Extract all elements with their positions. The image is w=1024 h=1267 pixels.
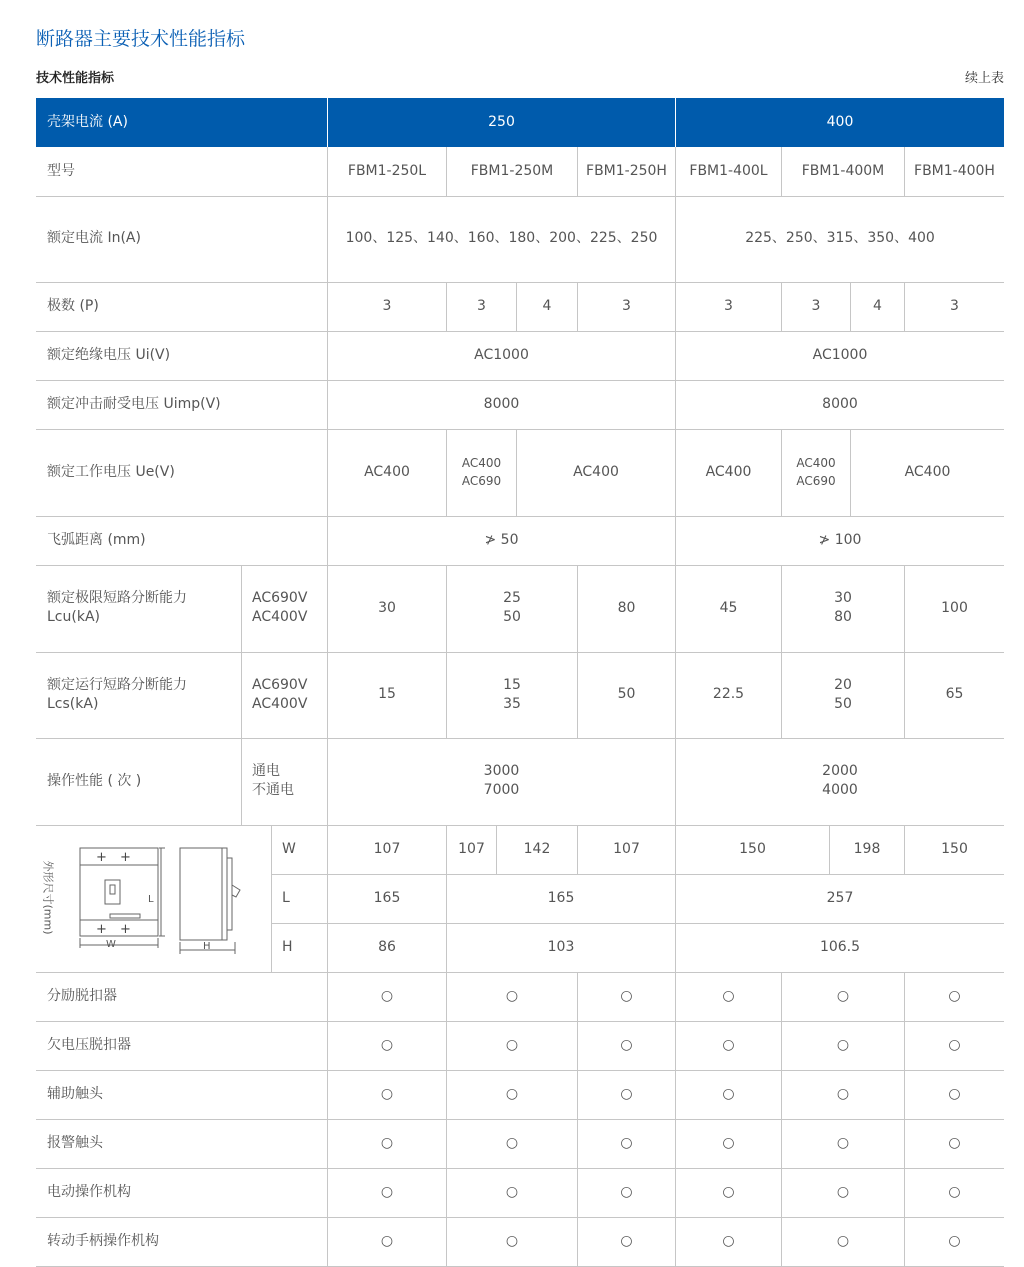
working-voltage-value: AC400 — [573, 464, 619, 480]
impulse-voltage-400: 8000 — [822, 396, 858, 412]
lcu-value: 30 — [378, 600, 396, 616]
working-voltage-value: AC400 — [461, 456, 502, 470]
accessory-mark: ○ — [505, 1184, 519, 1200]
dimension-l-label: L — [282, 890, 290, 906]
accessory-label: 辅助触头 — [47, 1086, 103, 1102]
dimension-w-value: 107 — [458, 841, 485, 857]
insulation-voltage-label: 额定绝缘电压 Ui(V) — [47, 347, 171, 363]
accessory-mark: ○ — [505, 1037, 519, 1053]
accessory-mark: ○ — [948, 1233, 961, 1249]
poles-value: 4 — [542, 298, 552, 314]
frame-current-label: 壳架电流 (A) — [47, 114, 128, 130]
operation-250: 3000 — [483, 763, 520, 779]
dimension-w-value: 150 — [739, 841, 766, 857]
accessory-mark: ○ — [380, 1184, 394, 1200]
accessory-label: 分励脱扣器 — [47, 988, 117, 1004]
lcs-value: 22.5 — [712, 686, 745, 702]
accessory-mark: ○ — [505, 988, 519, 1004]
lcs-value: 15 — [503, 677, 521, 693]
lcs-value: 15 — [378, 686, 396, 702]
operation-state: 不通电 — [252, 782, 294, 798]
lcs-value: 20 — [834, 677, 852, 693]
accessory-mark: ○ — [505, 1135, 519, 1151]
working-voltage-value: AC690 — [796, 474, 836, 488]
accessory-mark: ○ — [722, 1037, 735, 1053]
lcs-voltage: AC690V — [252, 677, 308, 693]
table-subtitle: 技术性能指标 — [36, 71, 115, 86]
lcu-voltage: AC400V — [252, 609, 308, 625]
insulation-voltage-400: AC1000 — [812, 347, 868, 363]
accessory-mark: ○ — [722, 1086, 735, 1102]
working-voltage-value: AC400 — [796, 456, 836, 470]
working-voltage-value: AC400 — [904, 464, 951, 480]
poles-value: 3 — [811, 298, 821, 314]
dimension-h-label: H — [282, 939, 293, 955]
accessory-mark: ○ — [620, 1233, 633, 1249]
accessory-mark: ○ — [836, 1233, 850, 1249]
svg-text:+: + — [120, 850, 131, 865]
working-voltage-value: AC400 — [705, 464, 752, 480]
breaker-outline-diagram — [40, 830, 270, 970]
lcu-value: 80 — [617, 600, 636, 616]
lcu-value: 80 — [834, 609, 852, 625]
dimension-l-value: 165 — [547, 890, 575, 906]
continued-note: 续上表 — [964, 71, 1004, 86]
model-label: 型号 — [47, 163, 75, 179]
working-voltage-value: AC400 — [364, 464, 410, 480]
impulse-voltage-label: 额定冲击耐受电压 Uimp(V) — [47, 396, 221, 412]
lcu-label-unit: Lcu(kA) — [47, 609, 100, 625]
lcu-value: 100 — [941, 600, 968, 616]
accessory-label: 报警触头 — [47, 1135, 103, 1151]
dimension-w-value: 198 — [853, 841, 881, 857]
svg-text:+: + — [120, 922, 131, 937]
poles-value: 3 — [382, 298, 392, 314]
lcu-value: 45 — [719, 600, 738, 616]
poles-value: 3 — [477, 298, 486, 314]
dimension-w-value: 142 — [523, 841, 551, 857]
dimension-h-value: 106.5 — [819, 939, 861, 955]
lcs-value: 50 — [834, 696, 852, 712]
accessory-mark: ○ — [380, 1037, 394, 1053]
accessory-mark: ○ — [948, 1135, 961, 1151]
dimension-l-value: 257 — [826, 890, 854, 906]
operation-400: 2000 — [822, 763, 858, 779]
model-250h: FBM1-250H — [586, 163, 667, 179]
model-400h: FBM1-400H — [914, 163, 995, 179]
accessory-mark: ○ — [948, 1037, 961, 1053]
operation-400: 4000 — [822, 782, 858, 798]
dimensions-caption: 外形尺寸(mm) — [41, 860, 55, 935]
lcs-label: 额定运行短路分断能力 — [47, 677, 187, 693]
model-250m: FBM1-250M — [470, 163, 554, 179]
accessory-mark: ○ — [836, 1086, 850, 1102]
accessory-mark: ○ — [380, 1086, 394, 1102]
impulse-voltage-250: 8000 — [483, 396, 520, 412]
dimension-h-value: 86 — [378, 939, 396, 955]
accessory-mark: ○ — [722, 1184, 735, 1200]
accessory-mark: ○ — [380, 1135, 394, 1151]
arc-distance-400: ≯ 100 — [818, 532, 862, 548]
model-250l: FBM1-250L — [347, 163, 427, 179]
accessory-mark: ○ — [380, 1233, 394, 1249]
accessory-mark: ○ — [722, 988, 735, 1004]
dimension-w-label: W — [282, 841, 296, 857]
accessory-mark: ○ — [620, 1135, 633, 1151]
accessory-mark: ○ — [722, 1233, 735, 1249]
accessory-mark: ○ — [836, 1037, 850, 1053]
diagram-h-label: H — [203, 941, 211, 952]
frame-250-header: 250 — [488, 114, 515, 130]
accessory-mark: ○ — [380, 988, 394, 1004]
lcs-voltage: AC400V — [252, 696, 308, 712]
insulation-voltage-250: AC1000 — [474, 347, 529, 363]
accessory-mark: ○ — [836, 988, 850, 1004]
model-400m: FBM1-400M — [801, 163, 885, 179]
svg-text:+: + — [96, 922, 107, 937]
lcu-voltage: AC690V — [252, 590, 308, 606]
poles-value: 3 — [950, 298, 959, 314]
accessory-mark: ○ — [505, 1233, 519, 1249]
diagram-l-label: L — [148, 894, 154, 905]
lcu-value: 25 — [503, 590, 521, 606]
accessory-mark: ○ — [722, 1135, 735, 1151]
dimension-h-value: 103 — [547, 939, 575, 955]
poles-value: 3 — [724, 298, 733, 314]
page-title: 断路器主要技术性能指标 — [36, 28, 246, 50]
poles-value: 3 — [622, 298, 631, 314]
lcs-value: 65 — [945, 686, 964, 702]
arc-distance-label: 飞弧距离 (mm) — [47, 532, 146, 548]
dimension-w-value: 107 — [373, 841, 401, 857]
poles-label: 极数 (P) — [47, 298, 99, 314]
model-400l: FBM1-400L — [689, 163, 768, 179]
accessory-label: 电动操作机构 — [47, 1184, 131, 1200]
operation-state: 通电 — [252, 763, 280, 779]
dimension-w-value: 107 — [613, 841, 640, 857]
accessory-mark: ○ — [620, 1184, 633, 1200]
svg-text:+: + — [96, 850, 107, 865]
accessory-label: 欠电压脱扣器 — [47, 1037, 131, 1053]
accessory-mark: ○ — [620, 1086, 633, 1102]
lcs-value: 50 — [617, 686, 636, 702]
rated-current-400: 225、250、315、350、400 — [745, 230, 935, 246]
lcs-value: 35 — [503, 696, 521, 712]
lcu-value: 50 — [503, 609, 521, 625]
working-voltage-value: AC690 — [461, 474, 502, 488]
accessory-label: 转动手柄操作机构 — [47, 1233, 159, 1249]
accessory-mark: ○ — [505, 1086, 519, 1102]
accessory-mark: ○ — [948, 1086, 961, 1102]
accessory-mark: ○ — [948, 1184, 961, 1200]
rated-current-250: 100、125、140、160、180、200、225、250 — [345, 230, 658, 246]
accessory-mark: ○ — [620, 1037, 633, 1053]
working-voltage-label: 额定工作电压 Ue(V) — [47, 464, 175, 480]
operation-label: 操作性能 ( 次 ) — [47, 773, 142, 789]
rated-current-label: 额定电流 In(A) — [47, 230, 141, 246]
operation-250: 7000 — [483, 782, 520, 798]
accessory-mark: ○ — [620, 988, 633, 1004]
lcs-label-unit: Lcs(kA) — [47, 696, 99, 712]
poles-value: 4 — [873, 298, 882, 314]
frame-400-header: 400 — [826, 114, 854, 130]
accessory-mark: ○ — [948, 988, 961, 1004]
dimension-w-value: 150 — [941, 841, 968, 857]
lcu-value: 30 — [834, 590, 852, 606]
accessory-mark: ○ — [836, 1135, 850, 1151]
diagram-w-label: W — [106, 939, 116, 950]
arc-distance-250: ≯ 50 — [484, 532, 519, 548]
dimension-l-value: 165 — [373, 890, 401, 906]
accessory-mark: ○ — [836, 1184, 850, 1200]
lcu-label: 额定极限短路分断能力 — [47, 590, 187, 606]
